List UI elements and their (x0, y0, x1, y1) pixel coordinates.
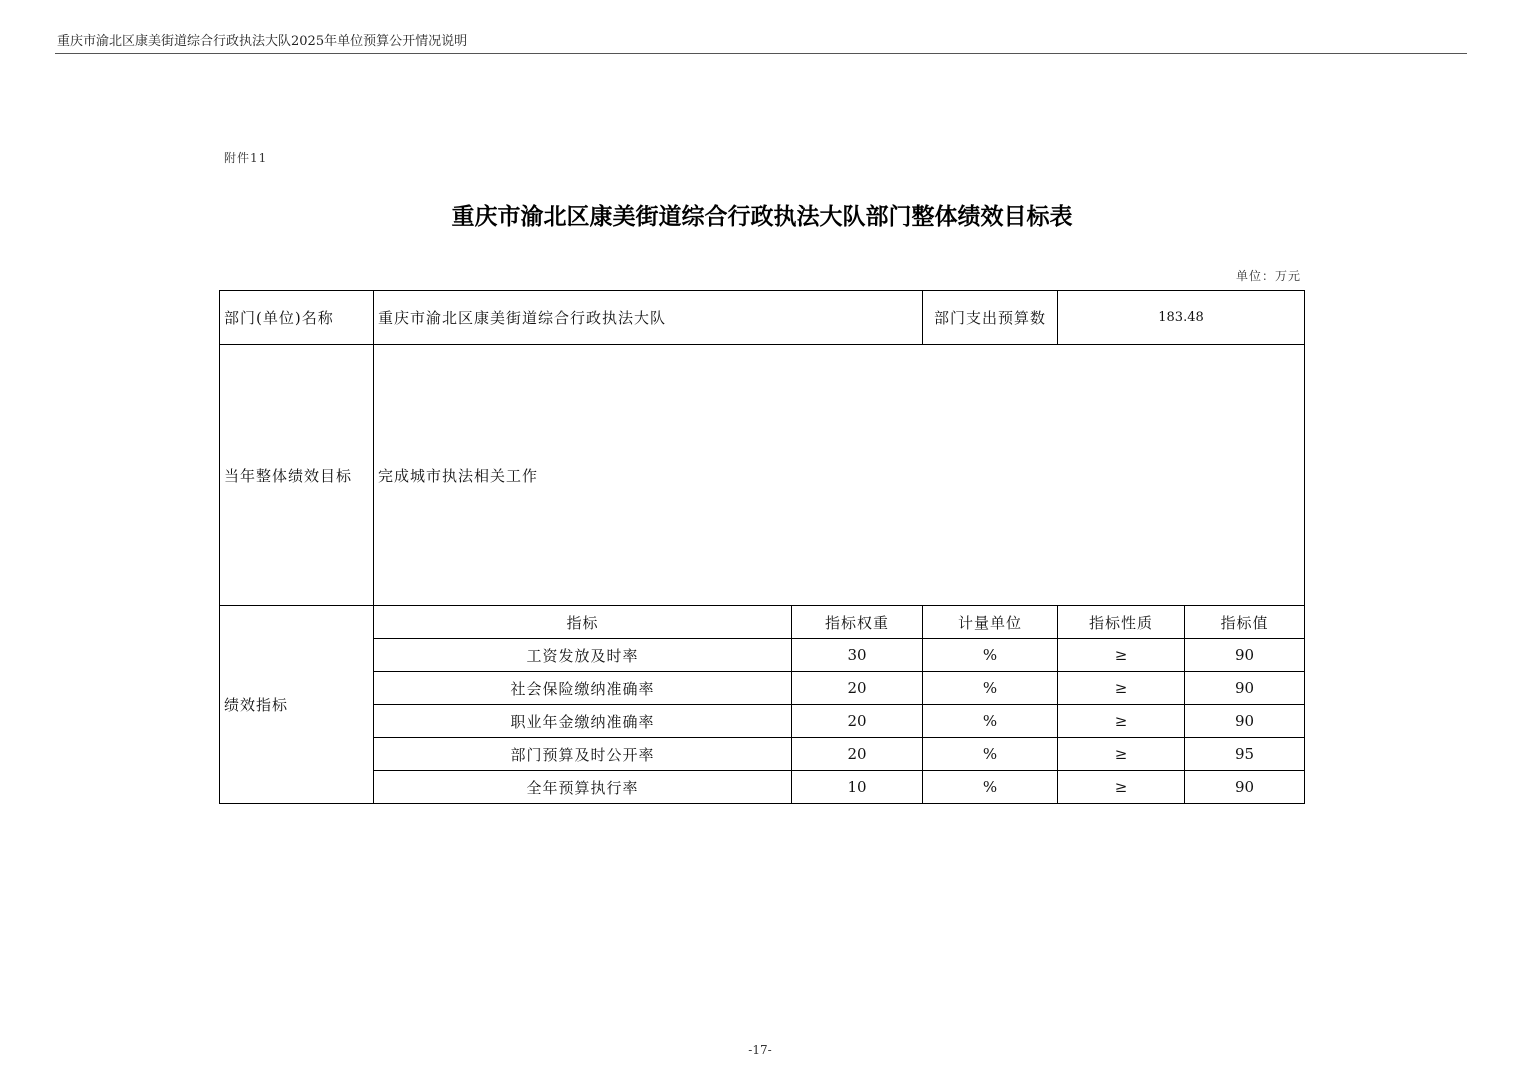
indicator-nature: ≥ (1058, 639, 1185, 672)
goal-label: 当年整体绩效目标 (220, 345, 374, 606)
indicator-unit: % (923, 705, 1058, 738)
attachment-label: 附件11 (224, 151, 268, 165)
unit-note: 单位：万元 (1235, 269, 1301, 283)
running-header: 重庆市渝北区康美街道综合行政执法大队2025年单位预算公开情况说明 (57, 34, 468, 49)
indicators-label: 绩效指标 (220, 606, 374, 804)
dept-info-row (220, 291, 1305, 345)
col-header-weight: 指标权重 (792, 606, 923, 639)
indicator-value: 90 (1185, 639, 1305, 672)
indicator-unit: % (923, 672, 1058, 705)
table-row (220, 672, 1305, 705)
indicator-name: 工资发放及时率 (374, 639, 792, 672)
indicator-nature: ≥ (1058, 705, 1185, 738)
indicator-weight: 10 (792, 771, 923, 804)
col-header-nature: 指标性质 (1058, 606, 1185, 639)
indicator-name: 社会保险缴纳准确率 (374, 672, 792, 705)
dept-name-label: 部门(单位)名称 (220, 291, 374, 345)
table-row (220, 639, 1305, 672)
indicator-unit: % (923, 639, 1058, 672)
indicator-header-row (220, 606, 1305, 639)
goal-row (220, 345, 1305, 606)
table-row (220, 771, 1305, 804)
col-header-indicator: 指标 (374, 606, 792, 639)
indicator-weight: 20 (792, 672, 923, 705)
indicator-weight: 20 (792, 705, 923, 738)
indicator-weight: 30 (792, 639, 923, 672)
performance-target-table (219, 290, 1305, 804)
indicator-name: 部门预算及时公开率 (374, 738, 792, 771)
indicator-value: 90 (1185, 771, 1305, 804)
table-row (220, 738, 1305, 771)
indicator-weight: 20 (792, 738, 923, 771)
col-header-value: 指标值 (1185, 606, 1305, 639)
page-number: -17- (748, 1043, 772, 1057)
budget-label: 部门支出预算数 (923, 291, 1058, 345)
indicator-unit: % (923, 738, 1058, 771)
dept-name-value: 重庆市渝北区康美街道综合行政执法大队 (374, 291, 923, 345)
indicator-value: 90 (1185, 705, 1305, 738)
indicator-name: 全年预算执行率 (374, 771, 792, 804)
indicator-unit: % (923, 771, 1058, 804)
indicator-name: 职业年金缴纳准确率 (374, 705, 792, 738)
budget-value: 183.48 (1058, 291, 1305, 345)
goal-value: 完成城市执法相关工作 (374, 345, 1305, 606)
indicator-value: 90 (1185, 672, 1305, 705)
col-header-unit: 计量单位 (923, 606, 1058, 639)
indicator-value: 95 (1185, 738, 1305, 771)
indicator-nature: ≥ (1058, 672, 1185, 705)
table-row (220, 705, 1305, 738)
indicator-nature: ≥ (1058, 771, 1185, 804)
indicator-nature: ≥ (1058, 738, 1185, 771)
header-rule (55, 53, 1467, 54)
page-title: 重庆市渝北区康美街道综合行政执法大队部门整体绩效目标表 (451, 203, 1073, 230)
